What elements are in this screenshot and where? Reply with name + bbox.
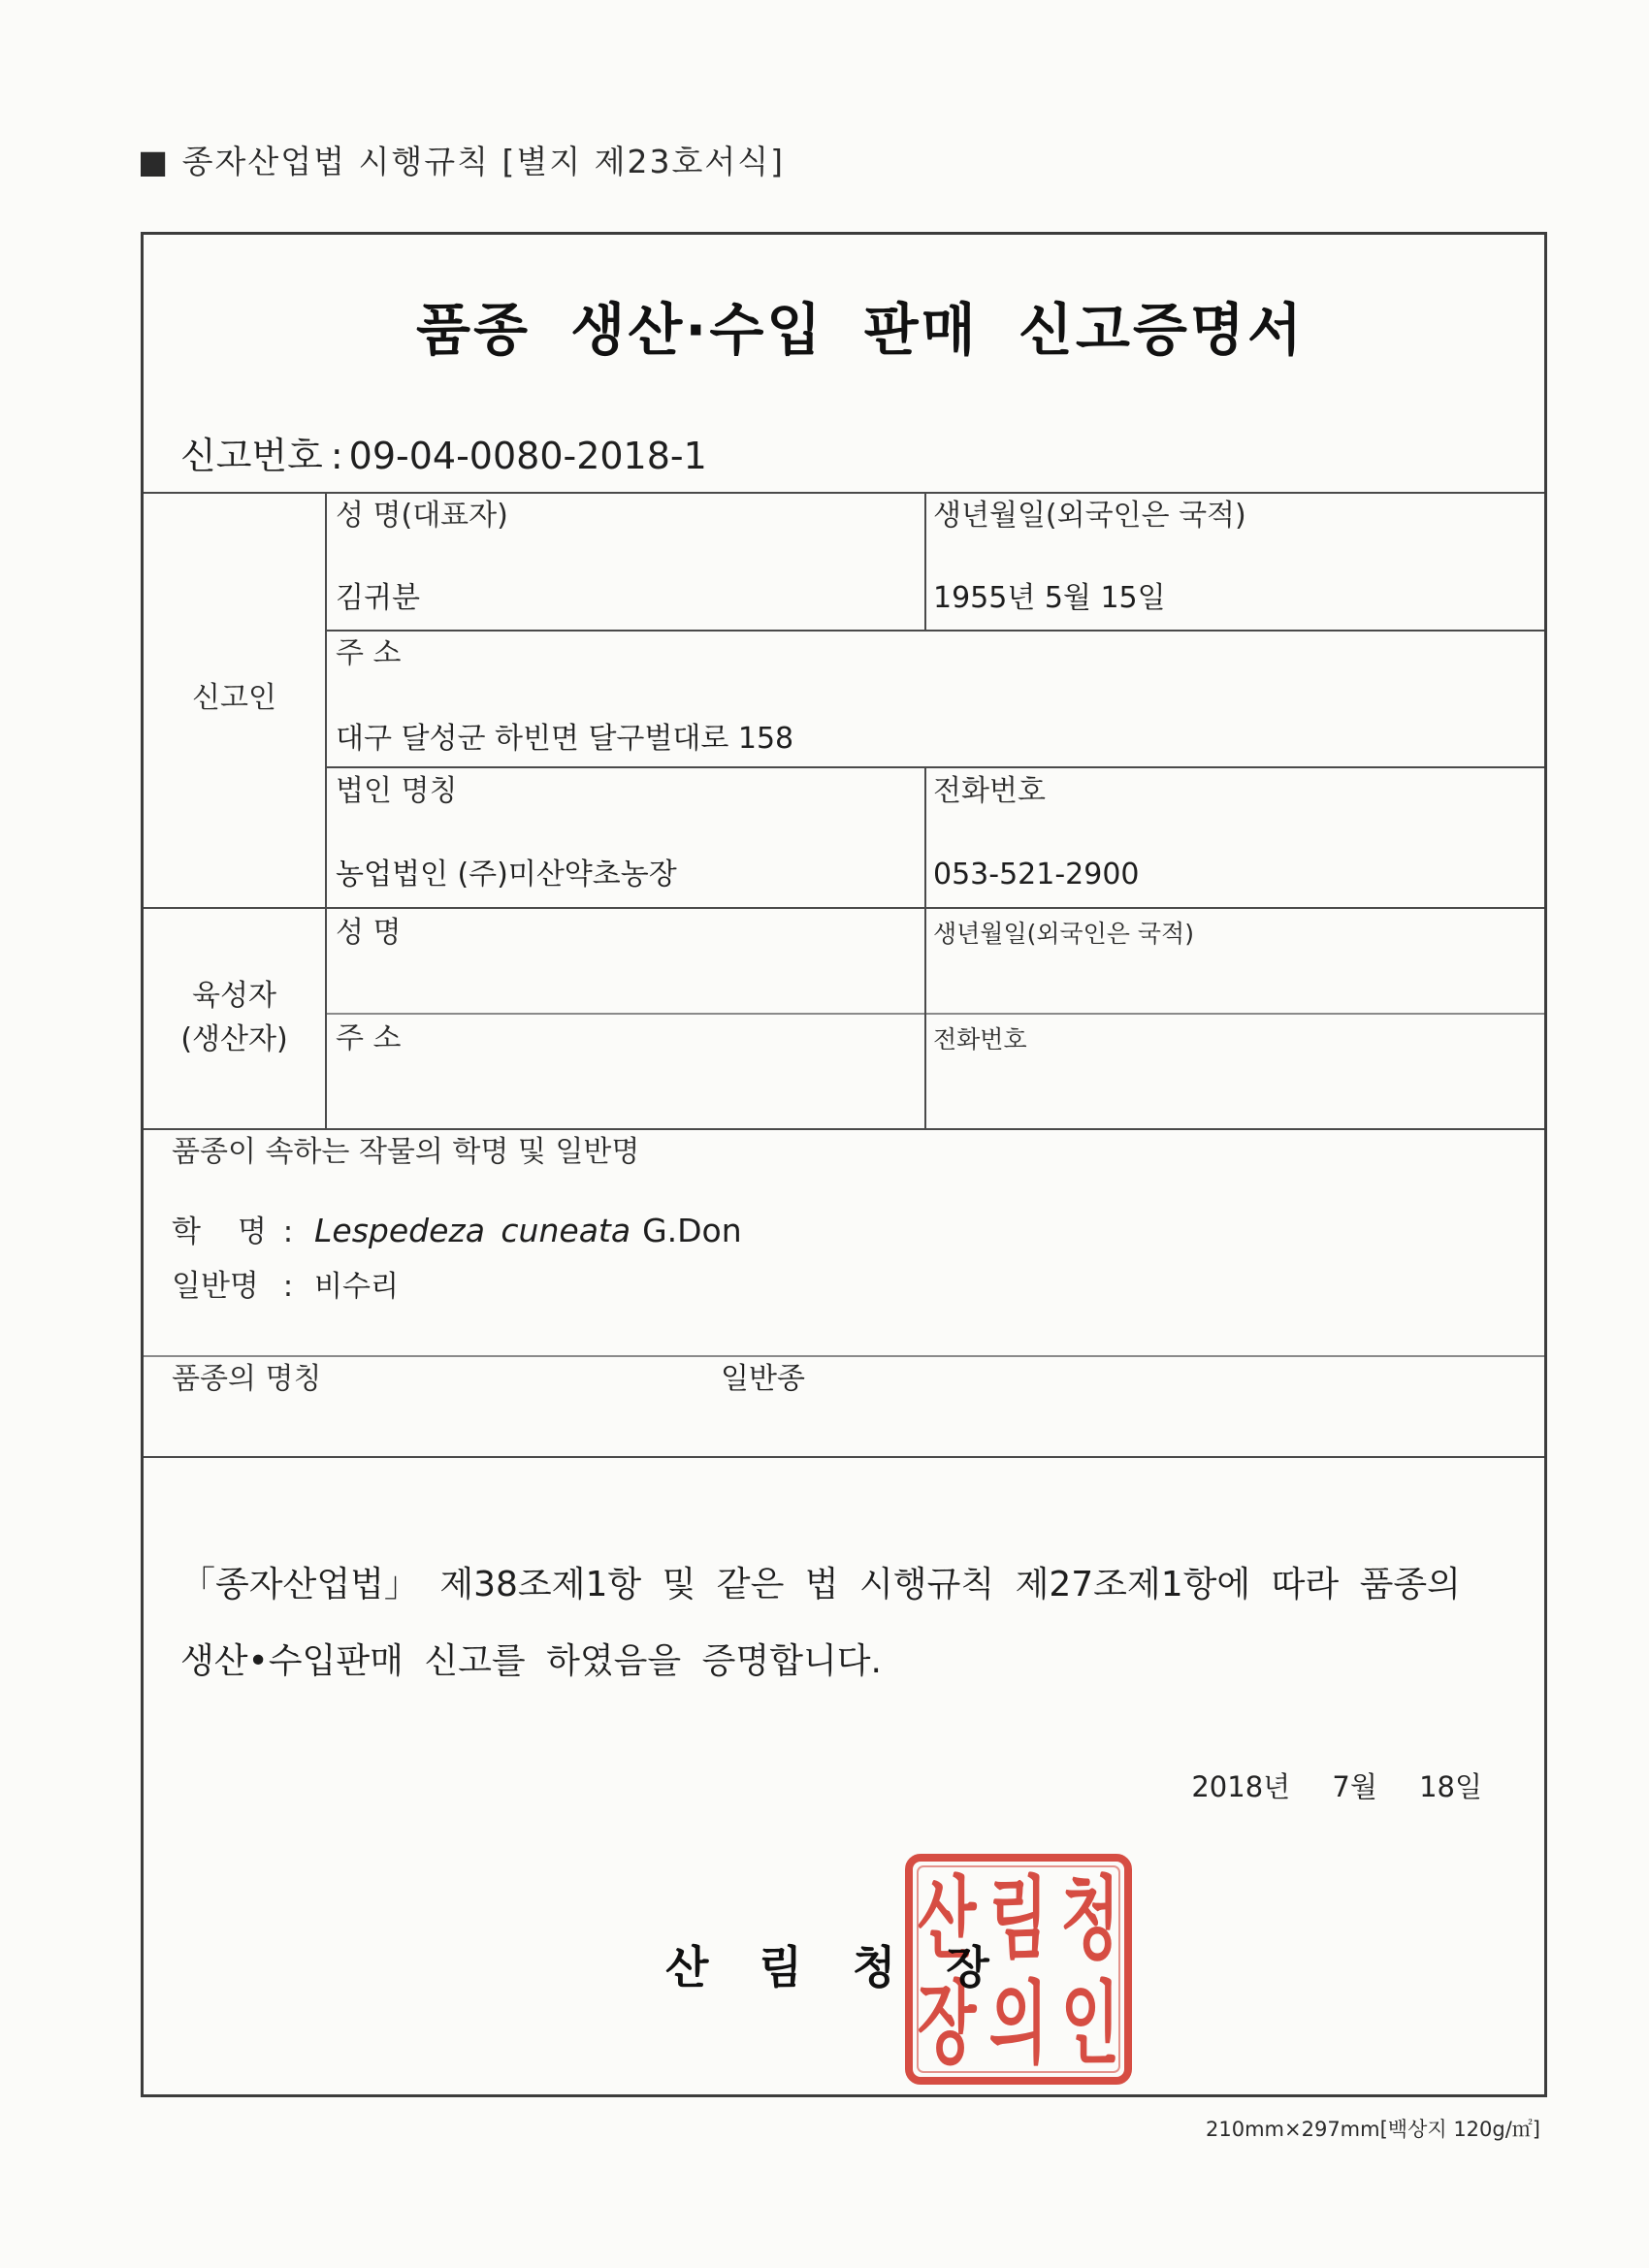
variety-value: 일반종 xyxy=(721,1362,805,1396)
seal-char: 의 xyxy=(988,1970,1049,2077)
reporter-address-label: 주 소 xyxy=(336,636,402,670)
issuer-title: 산 림 청 장 xyxy=(665,1941,1007,1993)
breeder-bottom-rule xyxy=(144,1128,1544,1130)
certificate-frame xyxy=(141,232,1547,2097)
reporter-birth: 1955년 5월 15일 xyxy=(933,581,1166,615)
reporter-phone: 053-521-2900 xyxy=(933,858,1140,891)
breeder-row-rule xyxy=(325,1013,1544,1015)
reporter-section-label: 신고인 xyxy=(192,681,276,715)
report-number-separator: : xyxy=(330,435,343,477)
issue-date: 2018년 7월 18일 xyxy=(1191,1770,1482,1803)
scientific-name-value xyxy=(314,1212,742,1249)
reporter-bottom-rule xyxy=(144,907,1544,909)
seal-char: 청 xyxy=(1060,1865,1120,1972)
seal-char: 장 xyxy=(917,1970,977,2077)
label-column-rule xyxy=(325,492,327,1128)
official-seal xyxy=(904,1853,1133,2086)
common-name-value: 비수리 xyxy=(314,1270,399,1304)
reporter-birth-label: 생년월일(외국인은 국적) xyxy=(933,499,1246,533)
middle-column-rule-1 xyxy=(924,492,926,630)
breeder-address-label: 주 소 xyxy=(336,1021,402,1055)
reporter-corp-name: 농업법인 (주)미산약초농장 xyxy=(336,858,677,891)
common-name-row xyxy=(172,1269,399,1304)
breeder-section-label xyxy=(144,974,325,1061)
variety-label: 품종의 명칭 xyxy=(172,1362,322,1396)
common-name-label: 일반명 xyxy=(172,1269,259,1304)
scientific-name-label: 학 명 xyxy=(172,1215,267,1249)
reporter-address: 대구 달성군 하빈면 달구벌대로 158 xyxy=(336,722,794,756)
breeder-section-label-line2: (생산자) xyxy=(180,1022,288,1056)
reporter-name-label: 성 명(대표자) xyxy=(336,499,508,533)
seal-char: 산 xyxy=(917,1865,977,1972)
reporter-row-rule-1 xyxy=(325,630,1544,632)
table-top-rule xyxy=(144,492,1544,494)
common-name-separator: : xyxy=(282,1269,294,1304)
reporter-phone-label: 전화번호 xyxy=(933,774,1046,808)
breeder-name-label: 성 명 xyxy=(336,916,402,950)
form-reference: ■ 종자산업법 시행규칙 [별지 제23호서식] xyxy=(138,143,786,180)
breeder-phone-label: 전화번호 xyxy=(933,1025,1027,1053)
report-number-value: 09-04-0080-2018-1 xyxy=(348,435,707,477)
reporter-name: 김귀분 xyxy=(336,581,420,615)
scientific-name-separator: : xyxy=(282,1215,294,1249)
seal-char: 림 xyxy=(988,1865,1049,1972)
middle-column-rule-2 xyxy=(924,766,926,1128)
crop-bottom-rule xyxy=(144,1355,1544,1357)
breeder-birth-label: 생년월일(외국인은 국적) xyxy=(933,920,1194,948)
reporter-row-rule-2 xyxy=(325,766,1544,768)
breeder-section-label-line1: 육성자 xyxy=(192,979,276,1013)
report-number-label: 신고번호 xyxy=(180,435,323,477)
document-title: 품종 생산·수입 판매 신고증명서 xyxy=(416,297,1305,363)
scientific-binomial: Lespedeza cuneata xyxy=(314,1212,631,1249)
variety-bottom-rule xyxy=(144,1456,1544,1458)
reporter-corp-label: 법인 명칭 xyxy=(336,774,458,808)
scientific-authority: G.Don xyxy=(642,1212,742,1249)
scientific-name-row xyxy=(172,1212,742,1249)
report-number xyxy=(180,435,707,477)
seal-char: 인 xyxy=(1060,1970,1120,2077)
crop-heading: 품종이 속하는 작물의 학명 및 일반명 xyxy=(172,1135,640,1169)
paper-spec-note: 210mm×297mm[백상지 120g/㎡] xyxy=(1206,2118,1540,2141)
certification-line-2: 생산•수입판매 신고를 하였음을 증명합니다. xyxy=(180,1641,882,1681)
certification-line-1: 「종자산업법」 제38조제1항 및 같은 법 시행규칙 제27조제1항에 따라 품종의 xyxy=(180,1565,1461,1604)
